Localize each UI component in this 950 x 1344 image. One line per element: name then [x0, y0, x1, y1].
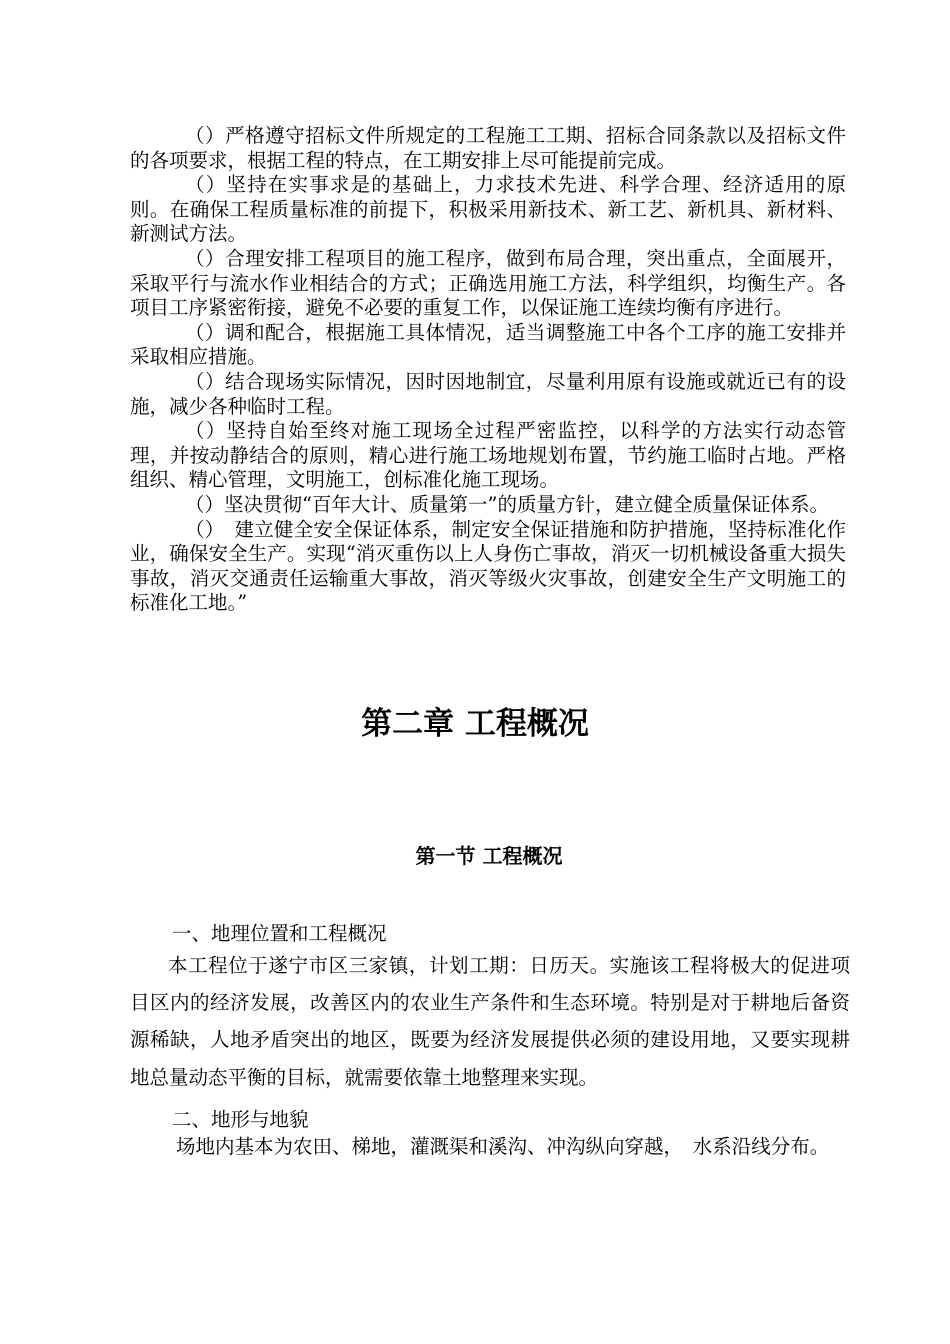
location-paragraph: 本工程位于遂宁市区三家镇，计划工期：日历天。实施该工程将极大的促进项目区内的经济发展，改善区内的农业生产条件和生态环境。特别是对于耕地后备资源稀缺，人地矛盾突出的地区，既要为经济发展提供必须的建设用地，又要实现耕地总量动态平衡的目标，就需要依靠土地整理来实现。: [130, 954, 850, 1089]
section-body: [130, 920, 850, 1161]
principle-paragraph-3: （）合理安排工程项目的施工程序，做到布局合理，突出重点，全面展开，采取平行与流水作业相结合的方式；正确选用施工方法，科学组织，均衡生产。各项目工序紧密衔接，避免不必要的重复工作，以保证施工连续均衡有序进行。: [130, 246, 846, 320]
subsection-heading-location: 一、地理位置和工程概况: [172, 922, 387, 945]
section-title: 第一节 工程概况: [415, 844, 563, 868]
principle-paragraph-2: （）坚持在实事求是的基础上，力求技术先进、科学合理、经济适用的原则。在确保工程质量标准的前提下，积极采用新技术、新工艺、新机具、新材料、新测试方法。: [130, 173, 846, 246]
subsection-heading-terrain: 二、地形与地貌: [172, 1107, 309, 1131]
principle-paragraph-1: （）严格遵守招标文件所规定的工程施工工期、招标合同条款以及招标文件的各项要求，根据工程的特点，在工期安排上尽可能提前完成。: [130, 124, 846, 172]
terrain-paragraph: 场地内基本为农田、梯地，灌溉渠和溪沟、冲沟纵向穿越， 水系沿线分布。: [176, 1134, 830, 1158]
principle-paragraph-4: （）调和配合，根据施工具体情况，适当调整施工中各个工序的施工安排并采取相应措施。: [130, 320, 846, 369]
chapter-title: 第二章 工程概况: [361, 706, 589, 742]
principle-paragraph-7: （）坚决贯彻“百年大计、质量第一”的质量方针，建立健全质量保证体系。: [185, 492, 829, 516]
principle-paragraph-5: （）结合现场实际情况，因时因地制宜，尽量利用原有设施或就近已有的设施，减少各种临时工程。: [130, 369, 846, 418]
principle-paragraph-8: （） 建立健全安全保证体系，制定安全保证措施和防护措施，坚持标准化作业，确保安全生产。实现“消灭重伤以上人身伤亡事故，消灭一切机械设备重大损失事故，消灭交通责任运输重大事故，消灭等级火灾事故，创建安全生产文明施工的标准化工地。”: [130, 517, 846, 615]
principles-list: [130, 124, 846, 616]
principle-paragraph-6: （）坚持自始至终对施工现场全过程严密监控，以科学的方法实行动态管理，并按动静结合的原则，精心进行施工场地规划布置，节约施工临时占地。严格组织、精心管理，文明施工，创标准化施工现场。: [130, 419, 846, 492]
